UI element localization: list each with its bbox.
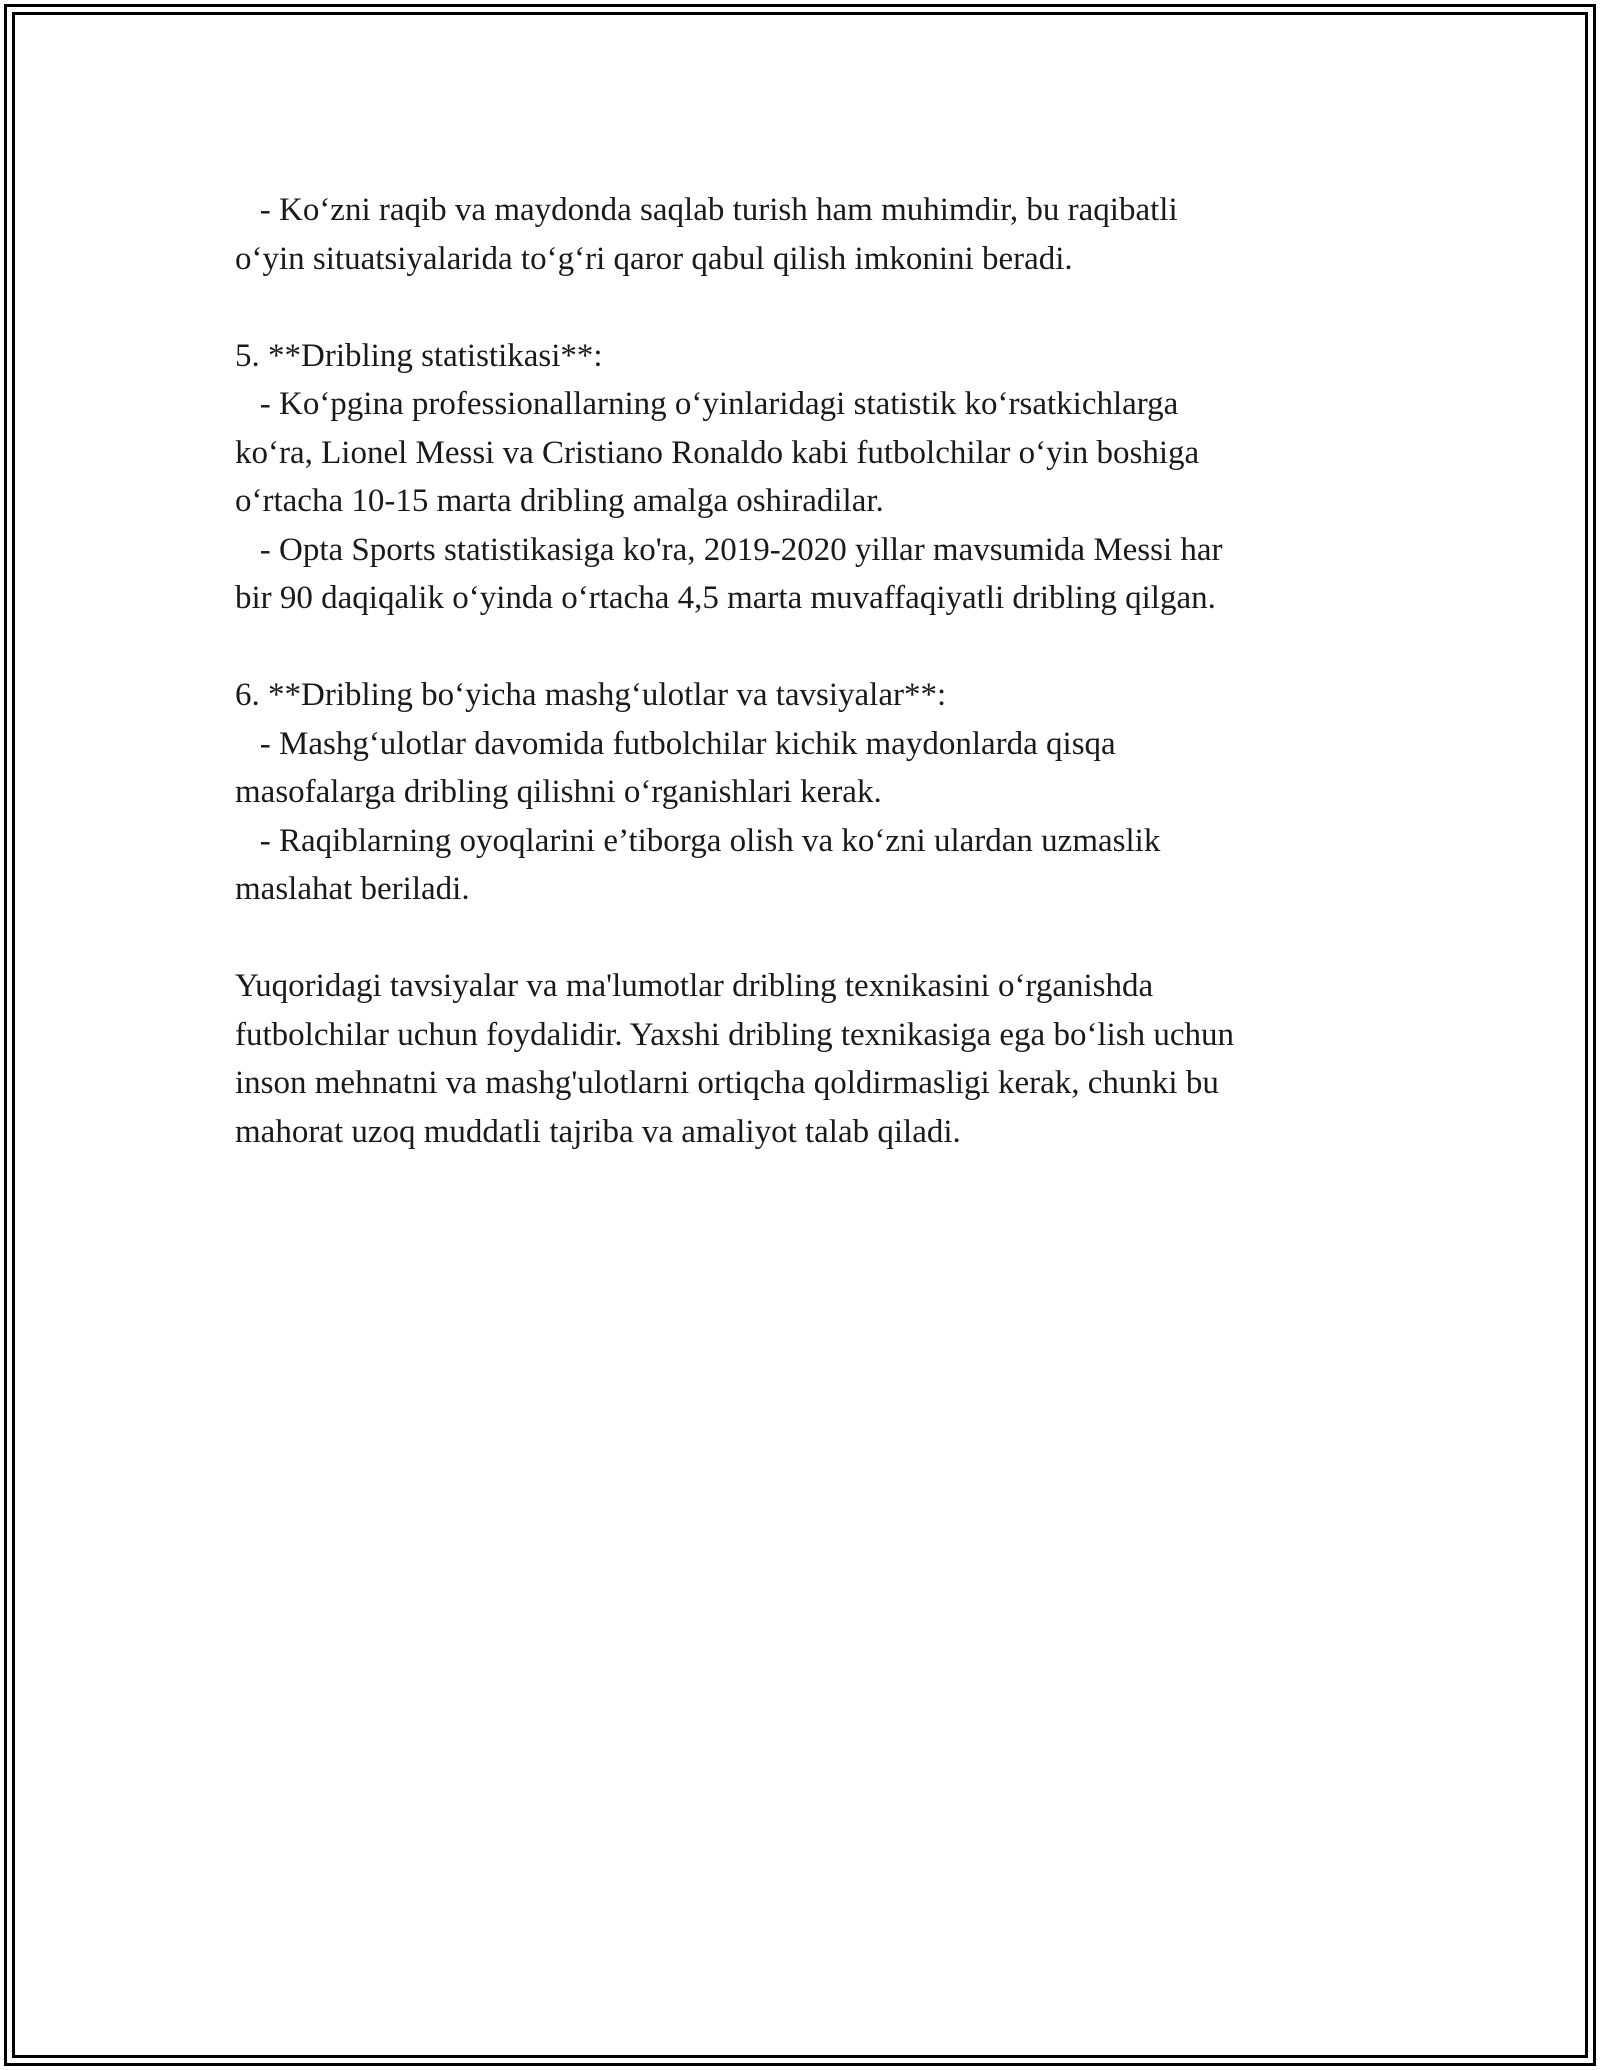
section-heading: 6. **Dribling bo‘yicha mashg‘ulotlar va tavsiyalar**: <box>235 677 947 713</box>
text-line: - Opta Sports statistikasiga ko'ra, 2019-2020 yillar mavsumida Messi har <box>235 531 1223 568</box>
text-line: maslahat beriladi. <box>235 871 470 907</box>
text-line: - Raqiblarning oyoqlarini e’tiborga olish va ko‘zni ulardan uzmaslik <box>235 822 1161 859</box>
text-line: ko‘ra, Lionel Messi va Cristiano Ronaldo kabi futbolchilar o‘yin boshiga <box>235 434 1200 471</box>
text-line: masofalarga dribling qilishni o‘rganishlari kerak. <box>235 774 882 810</box>
text-line: Yuqoridagi tavsiyalar va ma'lumotlar dribling texnikasini o‘rganishda <box>235 968 1154 1004</box>
text-line: bir 90 daqiqalik o‘yinda o‘rtacha 4,5 marta muvaffaqiyatli dribling qilgan. <box>235 580 1216 616</box>
text-line: - Mashg‘ulotlar davomida futbolchilar kichik maydonlarda qisqa <box>235 725 1116 762</box>
text-line: o‘yin situatsiyalarida to‘g‘ri qaror qabul qilish imkonini beradi. <box>235 240 1073 277</box>
blank-line <box>235 283 1385 332</box>
blank-line <box>235 623 1385 672</box>
text-line: inson mehnatni va mashg'ulotlarni ortiqcha qoldirmasligi kerak, chunki bu <box>235 1065 1219 1101</box>
text-line: - Ko‘zni raqib va maydonda saqlab turish ham muhimdir, bu raqibatli <box>235 192 1178 228</box>
document-body <box>235 186 1385 1156</box>
text-line: mahorat uzoq muddatli tajriba va amaliyot talab qiladi. <box>235 1113 961 1150</box>
text-line: - Ko‘pgina professionallarning o‘yinlaridagi statistik ko‘rsatkichlarga <box>235 386 1179 422</box>
text-line: futbolchilar uchun foydalidir. Yaxshi dribling texnikasiga ega bo‘lish uchun <box>235 1016 1235 1053</box>
text-line: o‘rtacha 10-15 marta dribling amalga oshiradilar. <box>235 483 884 519</box>
blank-line <box>235 914 1385 963</box>
section-heading: 5. **Dribling statistikasi**: <box>235 337 603 374</box>
